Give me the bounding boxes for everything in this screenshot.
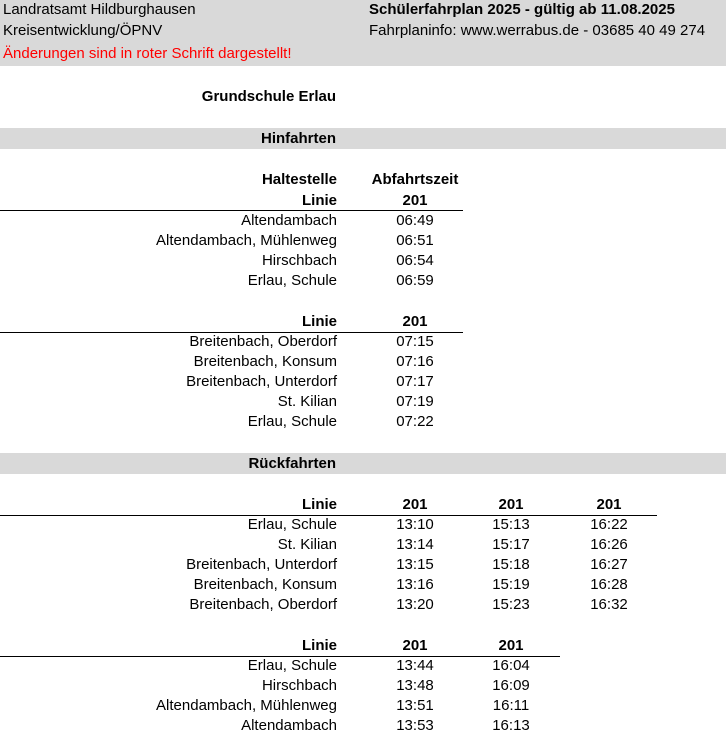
stop-name: Altendambach [241, 212, 337, 229]
stop-name: Breitenbach, Unterdorf [186, 556, 337, 573]
line-label: Linie [301, 192, 337, 209]
stop-name: Hirschbach [261, 677, 337, 694]
departure-time: 15:19 [492, 576, 530, 593]
line-label: Linie [301, 496, 337, 513]
stop-name: Breitenbach, Konsum [193, 576, 337, 593]
departure-time: 13:14 [396, 536, 434, 553]
departure-time: 16:26 [590, 536, 628, 553]
school-name: Grundschule Erlau [201, 88, 336, 105]
stop-name: Altendambach [241, 717, 337, 734]
departure-time: 07:22 [396, 413, 434, 430]
stop-name: Hirschbach [261, 252, 337, 269]
stop-name: Breitenbach, Oberdorf [189, 596, 337, 613]
departure-time: 13:44 [396, 657, 434, 674]
departure-time: 16:09 [492, 677, 530, 694]
departure-time: 06:51 [396, 232, 434, 249]
stop-name: Altendambach, Mühlenweg [156, 232, 337, 249]
departure-time: 16:13 [492, 717, 530, 734]
departure-time: 16:04 [492, 657, 530, 674]
departure-time: 07:15 [396, 333, 434, 350]
line-number: 201 [402, 637, 428, 654]
return-section-title: Rückfahrten [248, 455, 336, 472]
stop-name: St. Kilian [277, 393, 337, 410]
departure-time: 06:59 [396, 272, 434, 289]
outbound-section-title: Hinfahrten [261, 130, 336, 147]
line-number: 201 [402, 192, 428, 209]
departure-time: 13:51 [396, 697, 434, 714]
departure-time: 13:48 [396, 677, 434, 694]
stop-name: Erlau, Schule [247, 516, 337, 533]
departure-time: 13:53 [396, 717, 434, 734]
stop-name: St. Kilian [277, 536, 337, 553]
departure-time: 13:20 [396, 596, 434, 613]
line-number: 201 [498, 496, 524, 513]
departure-time: 15:18 [492, 556, 530, 573]
stop-name: Altendambach, Mühlenweg [156, 697, 337, 714]
changes-note: Änderungen sind in roter Schrift dargestellt! [3, 45, 292, 62]
line-label: Linie [301, 313, 337, 330]
departure-time: 07:17 [396, 373, 434, 390]
departure-time: 16:32 [590, 596, 628, 613]
plan-title: Schülerfahrplan 2025 - gültig ab 11.08.2025 [369, 1, 675, 18]
departure-time: 16:22 [590, 516, 628, 533]
stop-name: Breitenbach, Konsum [193, 353, 337, 370]
timetable-info: Fahrplaninfo: www.werrabus.de - 03685 40 49 274 [369, 22, 706, 39]
line-label: Linie [301, 637, 337, 654]
line-number: 201 [402, 313, 428, 330]
departure-time: 13:15 [396, 556, 434, 573]
page-header [0, 0, 726, 66]
stop-name: Erlau, Schule [247, 657, 337, 674]
departure-time: 16:28 [590, 576, 628, 593]
stop-name: Erlau, Schule [247, 413, 337, 430]
line-number: 201 [596, 496, 622, 513]
departure-time: 16:27 [590, 556, 628, 573]
stop-column-header: Haltestelle [261, 171, 337, 188]
departure-time: 15:13 [492, 516, 530, 533]
departure-time: 15:23 [492, 596, 530, 613]
stop-name: Erlau, Schule [247, 272, 337, 289]
departure-time: 06:54 [396, 252, 434, 269]
stop-name: Breitenbach, Unterdorf [186, 373, 337, 390]
time-column-header: Abfahrtszeit [371, 171, 459, 188]
departure-time: 13:10 [396, 516, 434, 533]
departure-time: 07:19 [396, 393, 434, 410]
stop-name: Breitenbach, Oberdorf [189, 333, 337, 350]
authority-name: Landratsamt Hildburghausen [3, 1, 196, 18]
line-number: 201 [498, 637, 524, 654]
departure-time: 13:16 [396, 576, 434, 593]
line-number: 201 [402, 496, 428, 513]
departure-time: 07:16 [396, 353, 434, 370]
departure-time: 15:17 [492, 536, 530, 553]
departure-time: 16:11 [492, 697, 530, 714]
department-name: Kreisentwicklung/ÖPNV [3, 22, 163, 39]
departure-time: 06:49 [396, 212, 434, 229]
